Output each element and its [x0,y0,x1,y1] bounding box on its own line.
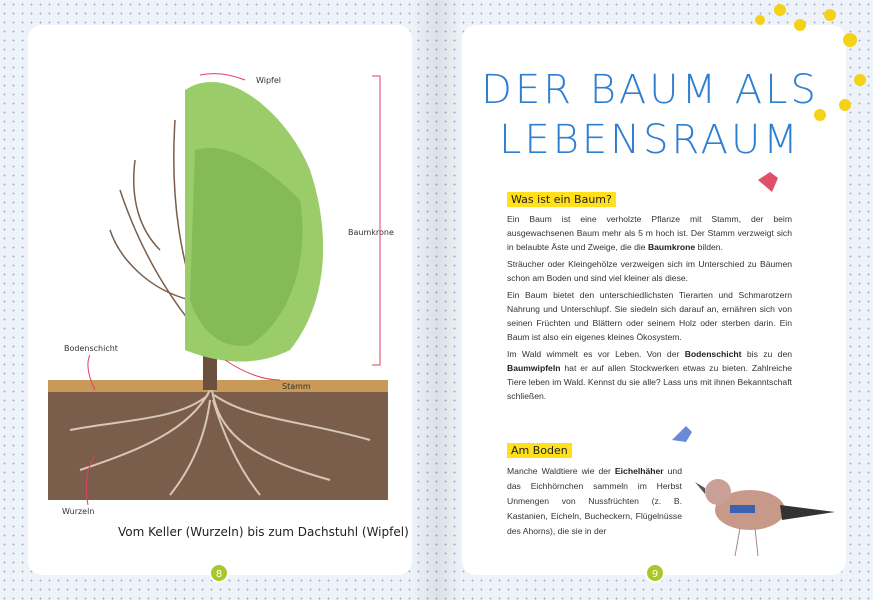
label-wipfel: Wipfel [256,76,281,85]
section-heading-am-boden: Am Boden [507,443,572,458]
blue-bird-icon [672,426,692,442]
page-number-left: 8 [209,563,229,583]
jay-bird-illustration [695,479,835,556]
wipfel-pointer [200,74,245,80]
page-title-line1: DER BAUM ALS [481,67,819,113]
section-heading-was-ist-ein-baum: Was ist ein Baum? [507,192,616,207]
baumkrone-bracket [372,76,380,365]
page-number-right: 9 [645,563,665,583]
label-bodenschicht: Bodenschicht [64,344,118,353]
soil-layer [48,385,388,500]
label-wurzeln: Wurzeln [62,507,95,516]
page-title-line2: LEBENSRAUM [499,117,801,163]
label-baumkrone: Baumkrone [348,228,394,237]
illustration-caption: Vom Keller (Wurzeln) bis zum Dachstuhl (Wipfel) [118,525,409,539]
red-bird-icon [758,172,778,192]
section-body-1: Ein Baum ist eine verholzte Pflanze mit Stamm, der beim ausgewachsenen Baum mehr als 5 m hoch ist. Der Stamm verzweigt sich in belaubte Äste und Zweige, die die Baumkrone bilden. Sträucher oder Kleingehölze verzweigen sich im Unterschied zu Bäumen schon am Boden und sind viel kleiner als diese. Ein Baum bietet den unterschiedlichsten Tierarten und Schmarotzern Nahrung und Unterschlupf. Sie siedeln sich darauf an, ernähren sich von seinen Früchten und Blättern oder seinem Holz oder sterben darin. Ein Baum ist also ein eigenes kleines Ökosystem. Im Wald wimmelt es vor Leben. Von der Bodenschicht bis zu den Baumwipfeln hat er auf allen Stockwerken etwas zu bieten. Zahlreiche Tiere leben im Wald. Kennst du sie alle? Lass uns mit ihnen Bekanntschaft schließen. [507,214,792,401]
topsoil-layer [48,380,388,392]
label-stamm: Stamm [282,382,311,391]
section-body-2: Manche Waldtiere wie der Eichelhäher und das Eichhörnchen sammeln im Herbst Unmengen von Nussfrüchten (z. B. Kastanien, Eicheln, Bucheckern, Flügelnüsse des Ahorns), die sie in der [507,466,682,536]
